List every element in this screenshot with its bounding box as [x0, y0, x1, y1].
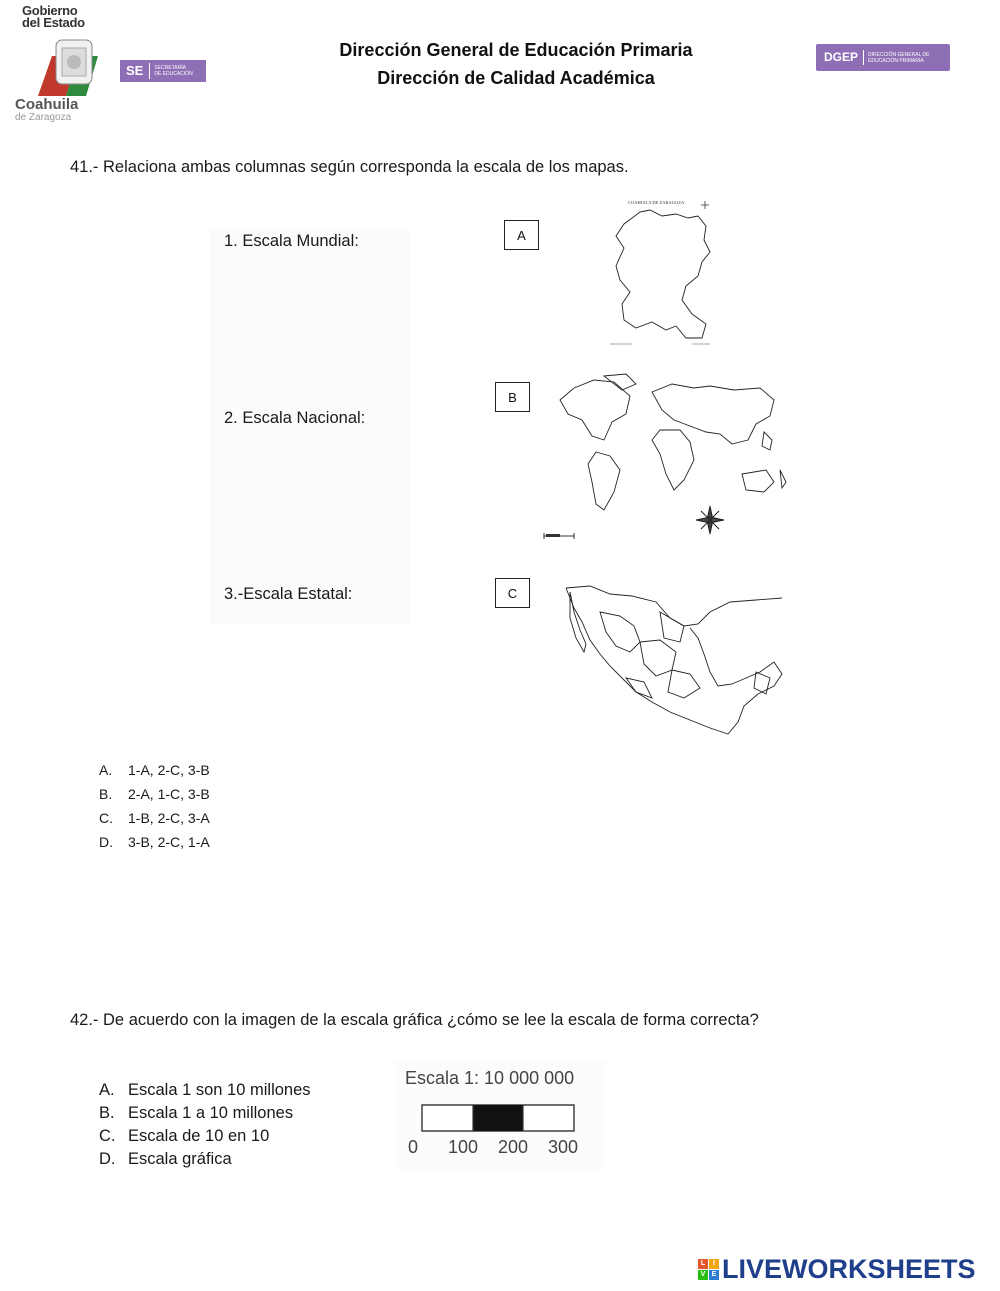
- option-a-letter: A.: [99, 762, 113, 778]
- question-41: 41.- Relaciona ambas columnas según corresponda la escala de los mapas.: [70, 158, 629, 176]
- question-42: 42.- De acuerdo con la imagen de la escala gráfica ¿cómo se lee la escala de forma correcta?: [70, 1011, 759, 1029]
- se-sub1: SECRETARÍA: [154, 65, 186, 71]
- q42-option-a: [99, 1079, 311, 1102]
- dgep-sub2: EDUCACIÓN PRIMARIA: [868, 57, 924, 64]
- q41-options: [99, 758, 210, 854]
- option-b-text: 2-A, 1-C, 3-B: [128, 786, 210, 802]
- gov-line1: Gobierno: [22, 3, 78, 18]
- dgep-badge: [816, 44, 950, 71]
- option-d-letter: D.: [99, 834, 113, 850]
- state-coat-of-arms-icon: [38, 38, 116, 96]
- q42-option-a-letter: A.: [99, 1081, 115, 1099]
- block-v: V: [698, 1270, 708, 1280]
- mexico-map-image: [560, 582, 788, 744]
- block-i: I: [709, 1259, 719, 1269]
- option-b-letter: B.: [99, 786, 113, 802]
- answer-box-b: B: [495, 382, 530, 412]
- block-e: E: [709, 1270, 719, 1280]
- se-badge: [120, 60, 206, 82]
- option-c-text: 1-B, 2-C, 3-A: [128, 810, 210, 826]
- tick-label: 200: [498, 1137, 529, 1157]
- q42-options: [99, 1079, 311, 1171]
- option-a-text: 1-A, 2-C, 3-B: [128, 762, 210, 778]
- graphic-scale-bar: [420, 1103, 578, 1135]
- government-label: [22, 5, 85, 29]
- option-a: [99, 758, 210, 782]
- tick-label: 100: [448, 1137, 479, 1157]
- q42-option-d: [99, 1148, 311, 1171]
- title-line-1: Dirección General de Educación Primaria: [339, 40, 693, 60]
- block-l: L: [698, 1259, 708, 1269]
- liveworksheets-brand: LIVEWORKSHEETS: [722, 1254, 976, 1284]
- label-national-scale: 2. Escala Nacional:: [224, 409, 366, 427]
- label-state-scale: 3.-Escala Estatal:: [224, 585, 353, 603]
- dgep-sublabel: [864, 52, 930, 64]
- tick-label: 300: [548, 1137, 579, 1157]
- q42-option-c: [99, 1125, 311, 1148]
- title-line-2: Dirección de Calidad Académica: [377, 68, 655, 88]
- tick-label: 0: [408, 1137, 419, 1157]
- liveworksheets-blocks-icon: [698, 1259, 719, 1280]
- page-title: [260, 36, 772, 92]
- answer-box-c: C: [495, 578, 530, 608]
- q42-option-b: [99, 1102, 311, 1125]
- option-d-text: 3-B, 2-C, 1-A: [128, 834, 210, 850]
- q42-option-b-text: Escala 1 a 10 millones: [128, 1104, 294, 1122]
- map-a-caption: COAHUILA DE ZARAGOZA: [628, 200, 685, 205]
- option-d: [99, 830, 210, 854]
- world-map-image: [534, 370, 802, 544]
- gov-line2: del Estado: [22, 15, 85, 30]
- coahuila-map-image: [602, 196, 720, 348]
- dgep-label: DGEP: [816, 50, 864, 65]
- q42-option-d-text: Escala gráfica: [128, 1150, 232, 1168]
- liveworksheets-logo: [698, 1254, 976, 1285]
- state-subname: de Zaragoza: [15, 112, 72, 123]
- q42-option-d-letter: D.: [99, 1150, 116, 1168]
- label-world-scale: 1. Escala Mundial:: [224, 232, 359, 250]
- q42-option-c-letter: C.: [99, 1127, 116, 1145]
- se-sublabel: [150, 65, 192, 77]
- dgep-sub1: DIRECCIÓN GENERAL DE: [868, 51, 930, 58]
- q42-option-a-text: Escala 1 son 10 millones: [128, 1081, 311, 1099]
- graphic-scale-title: Escala 1: 10 000 000: [405, 1068, 575, 1088]
- option-c: [99, 806, 210, 830]
- q42-option-b-letter: B.: [99, 1104, 115, 1122]
- answer-box-a: A: [504, 220, 539, 250]
- option-c-letter: C.: [99, 810, 113, 826]
- q42-option-c-text: Escala de 10 en 10: [128, 1127, 270, 1145]
- option-b: [99, 782, 210, 806]
- state-name: Coahuila: [15, 96, 79, 113]
- se-sub2: DE EDUCACIÓN: [154, 71, 193, 77]
- se-label: SE: [120, 63, 150, 79]
